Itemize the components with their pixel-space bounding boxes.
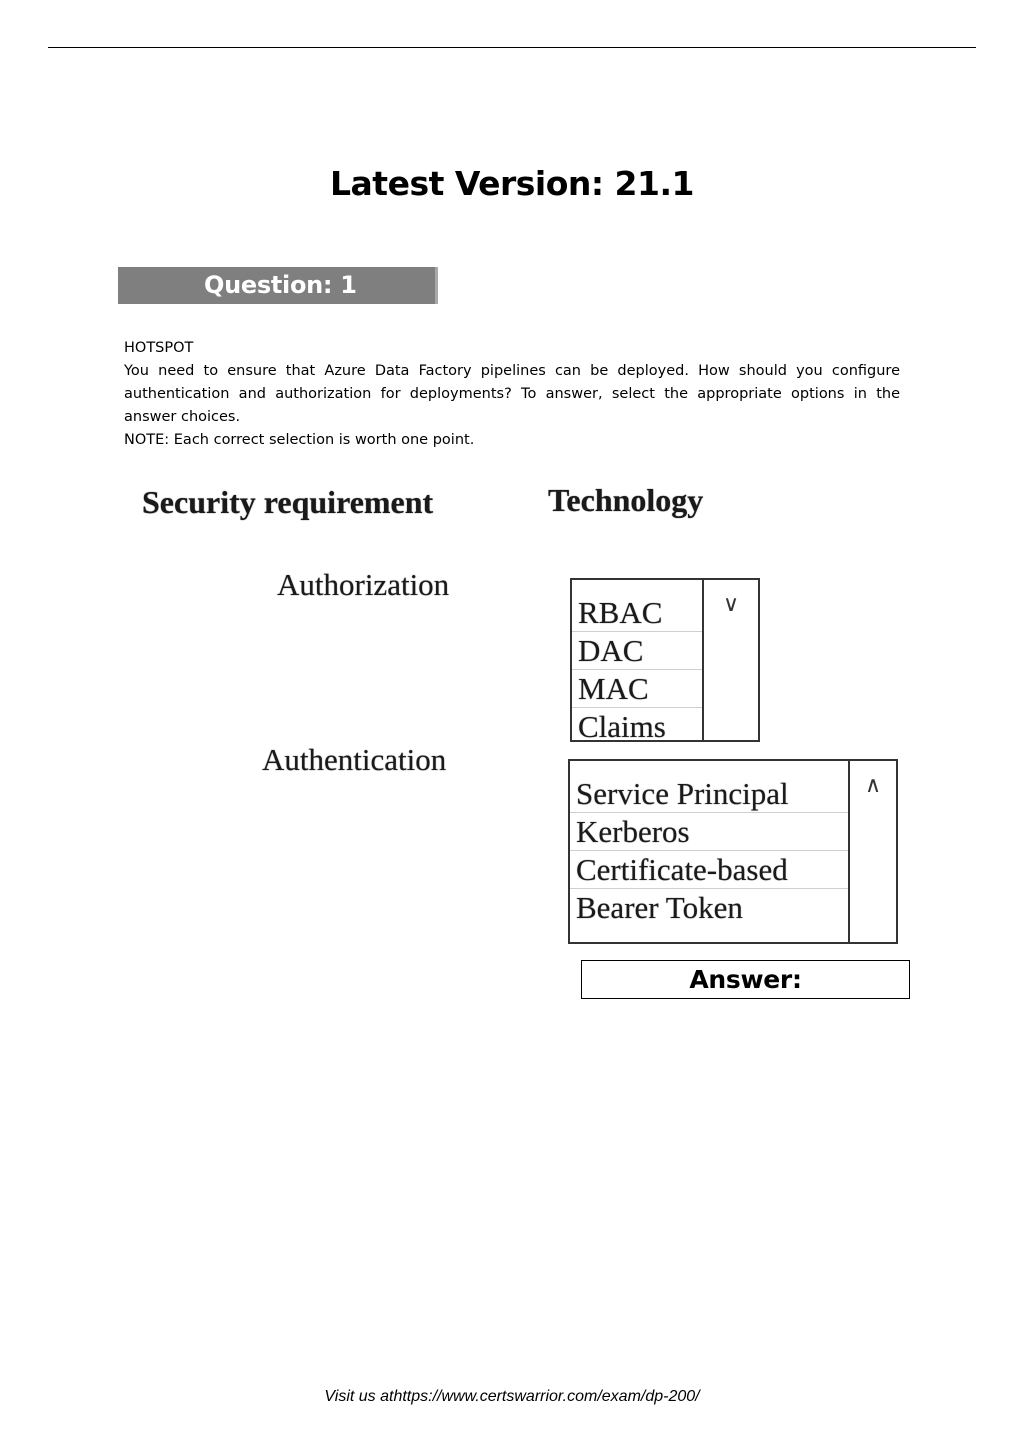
hotspot-figure (120, 470, 920, 950)
requirement-authentication: Authentication (262, 742, 447, 777)
option-mac[interactable]: MAC (572, 670, 702, 708)
question-banner: Question: 1 (118, 267, 438, 304)
version-title: Latest Version: 21.1 (330, 164, 694, 203)
top-divider (48, 47, 976, 48)
authorization-dropdown[interactable] (570, 578, 760, 742)
column-header-technology: Technology (548, 482, 704, 518)
option-dac[interactable]: DAC (572, 632, 702, 670)
question-text (124, 337, 900, 452)
option-rbac[interactable]: RBAC (572, 594, 702, 632)
chevron-up-icon[interactable]: ∧ (864, 773, 882, 798)
requirement-authorization: Authorization (277, 567, 450, 602)
option-service-principal[interactable]: Service Principal (570, 775, 848, 813)
authentication-options (570, 761, 850, 942)
authorization-options (572, 580, 704, 744)
option-certificate-based[interactable]: Certificate-based (570, 851, 848, 889)
chevron-down-icon[interactable]: ∨ (722, 592, 740, 617)
authentication-dropdown[interactable] (568, 759, 898, 944)
option-kerberos[interactable]: Kerberos (570, 813, 848, 851)
authentication-arrow-column[interactable] (850, 761, 896, 942)
question-body: You need to ensure that Azure Data Factory pipelines can be deployed. How should you configure authentication and authorization for deployments? To answer, select the appropriate options in the answer choices. (124, 363, 900, 425)
authorization-arrow-column[interactable] (704, 580, 758, 740)
answer-label: Answer: (581, 960, 910, 999)
option-claims[interactable]: Claims (578, 709, 666, 744)
option-bearer-token[interactable]: Bearer Token (576, 890, 743, 925)
footer-link[interactable]: Visit us athttps://www.certswarrior.com/exam/dp-200/ (324, 1388, 700, 1405)
question-note: NOTE: Each correct selection is worth one point. (124, 432, 475, 448)
question-type: HOTSPOT (124, 340, 194, 356)
column-header-requirement: Security requirement (142, 484, 434, 520)
